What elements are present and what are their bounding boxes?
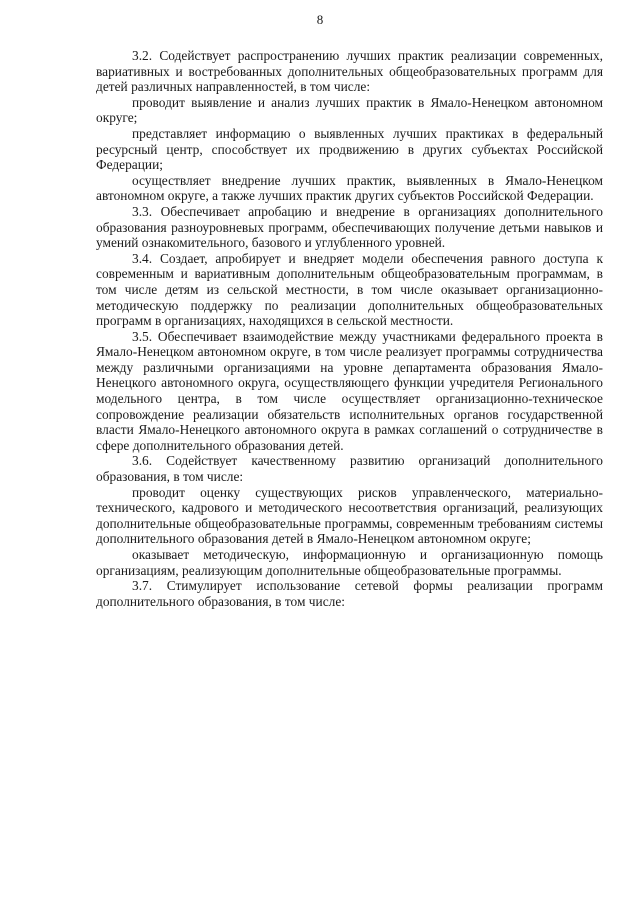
paragraph-3-6: 3.6. Содействует качественному развитию организаций дополнительного образования, в том числе: (96, 453, 603, 485)
paragraph-3-3: 3.3. Обеспечивает апробацию и внедрение в организациях дополнительного образования разноуровневых программ, обеспечивающих получение детьми навыков и умений ознакомительного, базового и углубленного уровней. (96, 203, 603, 251)
paragraph-3-2-item-1: проводит выявление и анализ лучших практик в Ямало-Ненецком автономном округе; (96, 94, 603, 126)
document-body (96, 48, 603, 609)
paragraph-3-2-item-2: представляет информацию о выявленных лучших практиках в федеральный ресурсный центр, способствует их продвижению в других субъектах Российской Федерации; (96, 125, 603, 173)
paragraph-3-2: 3.2. Содействует распространению лучших практик реализации современных, вариативных и востребованных дополнительных общеобразовательных программ для детей различных направленностей, в том числе: (96, 48, 603, 95)
paragraph-3-4: 3.4. Создает, апробирует и внедряет модели обеспечения равного доступа к современным и вариативным дополнительным общеобразовательным программам, в том числе детям из сельской местности, в том числе оказывает организационно-методическую поддержку по реализации дополнительных общеобразовательных программ в организациях, находящихся в сельской местности. (96, 250, 603, 329)
paragraph-3-6-item-1: проводит оценку существующих рисков управленческого, материально-технического, кадрового и методического несоответствия организаций, реализующих дополнительные общеобразовательные программы, современным требованиям системы дополнительного образования детей в Ямало-Ненецком автономном округе; (96, 484, 603, 547)
paragraph-3-5: 3.5. Обеспечивает взаимодействие между участниками федерального проекта в Ямало-Ненецком автономном округе, в том числе реализует программы сотрудничества между различными организациями на уровне департамента образования Ямало-Ненецкого автономного округа, осуществляющего функции учредителя Регионального модельного центра, в том числе осуществляет организационно-техническое сопровождение реализации обязательств исполнительных органов государственной власти Ямало-Ненецкого автономного округа в рамках соглашений о сотрудничестве в сфере дополнительного образования детей. (96, 328, 603, 453)
paragraph-3-6-item-2: оказывает методическую, информационную и организационную помощь организациям, реализующим дополнительные общеобразовательные программы. (96, 547, 603, 578)
paragraph-3-2-item-3: осуществляет внедрение лучших практик, выявленных в Ямало-Ненецком автономном округе, а также лучших практик других субъектов Российской Федерации. (96, 172, 603, 204)
paragraph-3-7: 3.7. Стимулирует использование сетевой формы реализации программ дополнительного образования, в том числе: (96, 578, 603, 609)
page-number: 8 (316, 12, 324, 27)
